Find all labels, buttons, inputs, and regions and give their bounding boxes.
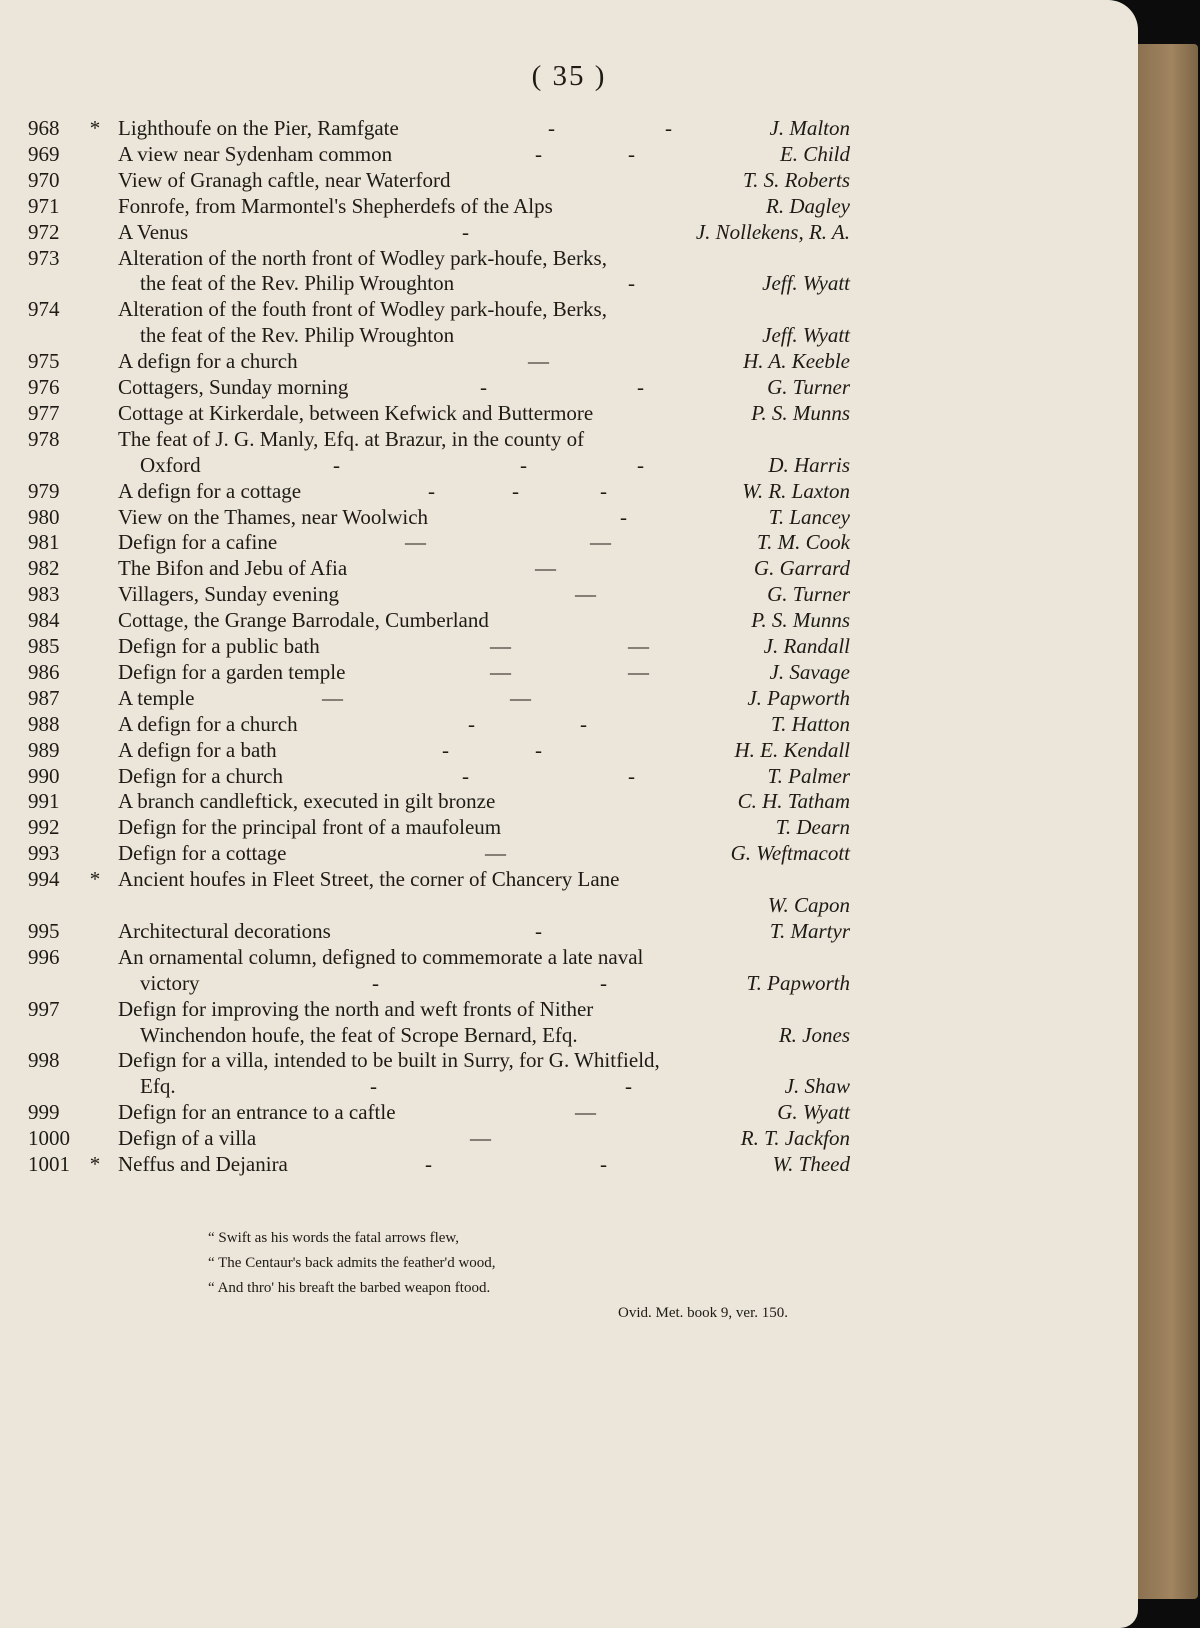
catalogue-entry-line	[0, 348, 1138, 374]
catalogue-entry-line	[0, 685, 1138, 711]
leader-dash: -	[333, 452, 340, 477]
entry-number: 987	[28, 685, 60, 710]
leader-dash: -	[480, 375, 487, 399]
asterisk-mark: *	[89, 867, 101, 892]
leader-dash: -	[468, 711, 475, 736]
entry-title: Neffus and Dejanira	[118, 1152, 288, 1176]
entry-title: A Venus	[118, 219, 189, 244]
leader-dash: —	[628, 659, 649, 684]
artist-name: P. S. Munns	[751, 608, 850, 633]
leader-dash: -	[442, 737, 449, 762]
leader-dash: -	[600, 970, 607, 995]
entry-number: 976	[28, 375, 60, 399]
entry-number: 980	[28, 504, 60, 529]
catalogue-entry-line	[0, 659, 1138, 685]
catalogue-entry-line	[0, 1151, 1138, 1177]
leader-dash: —	[535, 556, 556, 581]
page-number: ( 35 )	[531, 60, 607, 92]
entry-title: Defign for a garden temple	[118, 659, 346, 684]
entry-number: 983	[28, 582, 60, 607]
entry-number: 975	[28, 349, 60, 374]
entry-number: 989	[28, 737, 60, 762]
entry-title: A defign for a cottage	[118, 478, 302, 503]
artist-name: J. Malton	[769, 116, 850, 140]
entry-title: The Bifon and Jebu of Afia	[118, 556, 348, 581]
entry-number: 993	[28, 841, 60, 866]
entry-title: An ornamental column, defigned to commemorate a late naval	[118, 944, 644, 969]
catalogue-entry-line	[0, 996, 1138, 1022]
entry-title: The feat of J. G. Manly, Efq. at Brazur, in the county of	[118, 426, 585, 451]
leader-dash: —	[575, 582, 596, 607]
leader-dash: -	[462, 219, 469, 244]
quote-line: “ The Centaur's back admits the feather'd wood,	[208, 1255, 496, 1271]
catalogue-entry-line	[0, 763, 1138, 789]
catalogue-entry-line	[0, 788, 1138, 814]
entry-title: A defign for a bath	[118, 737, 277, 762]
catalogue-entry-line	[0, 840, 1138, 866]
catalogue-entry-line	[0, 270, 1138, 296]
leader-dash: -	[637, 452, 644, 477]
artist-name: T. Lancey	[768, 504, 850, 529]
catalogue-entry-line	[0, 581, 1138, 607]
leader-dash: —	[528, 349, 549, 374]
entry-title: the feat of the Rev. Philip Wroughton	[140, 323, 455, 348]
entry-number: 968	[28, 116, 60, 140]
entry-number: 996	[28, 944, 60, 969]
catalogue-entry-line	[0, 374, 1138, 400]
entry-number: 999	[28, 1100, 60, 1125]
leader-dash: —	[628, 634, 649, 658]
entry-number: 998	[28, 1048, 60, 1073]
catalogue-entry-line	[0, 633, 1138, 659]
artist-name: T. Palmer	[767, 763, 850, 788]
artist-name: T. Hatton	[771, 711, 850, 736]
catalogue-entry-line	[0, 607, 1138, 633]
leader-dash: -	[548, 116, 555, 140]
artist-name: G. Wyatt	[777, 1100, 850, 1125]
artist-name: R. T. Jackfon	[740, 1126, 850, 1151]
leader-dash: -	[462, 763, 469, 788]
catalogue-entry-line	[0, 892, 1138, 918]
quote-line: “ Swift as his words the fatal arrows flew,	[208, 1230, 460, 1246]
artist-name: J. Shaw	[784, 1074, 850, 1099]
entry-title: Defign for a public bath	[118, 634, 320, 658]
artist-name: W. Capon	[767, 893, 850, 917]
entry-title: A view near Sydenham common	[118, 141, 393, 166]
catalogue-entry-line	[0, 400, 1138, 426]
entry-title: Lighthoufe on the Pier, Ramfgate	[118, 116, 399, 140]
leader-dash: -	[370, 1074, 377, 1099]
artist-name: W. R. Laxton	[742, 478, 850, 503]
artist-name: T. Papworth	[746, 970, 850, 995]
entry-number: 991	[28, 789, 60, 814]
catalogue-entry-line	[0, 866, 1138, 892]
artist-name: T. S. Roberts	[743, 167, 850, 192]
leader-dash: -	[535, 737, 542, 762]
entry-number: 973	[28, 245, 60, 270]
artist-name: T. Martyr	[769, 918, 850, 943]
leader-dash: -	[520, 452, 527, 477]
entry-number: 986	[28, 659, 60, 684]
entry-title: A defign for a church	[118, 349, 298, 374]
entry-number: 984	[28, 608, 60, 633]
entry-title: victory	[140, 970, 200, 995]
entry-number: 979	[28, 478, 60, 503]
entry-title: Defign for the principal front of a maufoleum	[118, 815, 502, 840]
leader-dash: -	[665, 116, 672, 140]
entry-number: 994	[28, 867, 60, 892]
entry-title: Defign for an entrance to a caftle	[118, 1100, 396, 1125]
catalogue-entry-line	[0, 452, 1138, 478]
entry-number: 992	[28, 815, 60, 840]
entry-title: Ancient houfes in Fleet Street, the corner of Chancery Lane	[118, 867, 620, 892]
catalogue-entry-line	[0, 918, 1138, 944]
artist-name: W. Theed	[772, 1152, 850, 1176]
entry-title: Alteration of the fouth front of Wodley park-houfe, Berks,	[118, 297, 607, 322]
catalogue-entry-line	[0, 167, 1138, 193]
artist-name: H. A. Keeble	[743, 349, 850, 374]
artist-name: G. Weftmacott	[730, 841, 850, 866]
leader-dash: -	[637, 375, 644, 399]
leader-dash: —	[575, 1100, 596, 1125]
catalogue-entry-line	[0, 245, 1138, 271]
entry-title: Cottagers, Sunday morning	[118, 375, 349, 399]
artist-name: H. E. Kendall	[734, 737, 850, 762]
entry-title: Oxford	[140, 452, 201, 477]
catalogue-entry-line	[0, 478, 1138, 504]
entry-title: A branch candleftick, executed in gilt bronze	[118, 789, 496, 814]
catalogue-entry-line	[0, 970, 1138, 996]
entry-title: the feat of the Rev. Philip Wroughton	[140, 271, 455, 296]
entry-number: 969	[28, 141, 60, 166]
catalogue-entry-line	[0, 814, 1138, 840]
leader-dash: -	[600, 478, 607, 503]
catalogue-entry-line	[0, 1022, 1138, 1048]
catalogue-entry-line	[0, 737, 1138, 763]
catalogue-entry-line	[0, 219, 1138, 245]
entry-number: 981	[28, 530, 60, 555]
artist-name: R. Jones	[778, 1022, 850, 1047]
entry-title: Defign for a church	[118, 763, 284, 788]
artist-name: P. S. Munns	[751, 400, 850, 425]
entry-title: A defign for a church	[118, 711, 298, 736]
quote-source: Ovid. Met. book 9, ver. 150.	[618, 1305, 788, 1321]
artist-name: E. Child	[779, 141, 850, 166]
entry-title: Defign for improving the north and weft fronts of Nither	[118, 996, 594, 1021]
artist-name: G. Garrard	[753, 556, 850, 581]
artist-name: G. Turner	[767, 582, 850, 607]
asterisk-mark: *	[89, 116, 101, 140]
entry-number: 982	[28, 556, 60, 581]
entry-title: View of Granagh caftle, near Waterford	[118, 167, 451, 192]
catalogue-entry-line	[0, 555, 1138, 581]
catalogue-entry-line	[0, 944, 1138, 970]
entry-number: 978	[28, 426, 60, 451]
artist-name: T. Dearn	[775, 815, 850, 840]
leader-dash: —	[485, 841, 506, 866]
leader-dash: -	[428, 478, 435, 503]
entry-number: 990	[28, 763, 60, 788]
entry-number: 1001	[28, 1152, 70, 1176]
entry-title: A temple	[118, 685, 195, 710]
entry-number: 970	[28, 167, 60, 192]
quote-line: “ And thro' his breaft the barbed weapon ftood.	[208, 1280, 491, 1296]
entry-title: Efq.	[140, 1074, 176, 1099]
entry-number: 997	[28, 996, 60, 1021]
catalogue-entry-line	[0, 1073, 1138, 1099]
asterisk-mark: *	[89, 1152, 101, 1176]
catalogue-entry-line	[0, 529, 1138, 555]
artist-name: J. Papworth	[747, 685, 850, 710]
artist-name: J. Randall	[763, 634, 850, 658]
artist-name: J. Nollekens, R. A.	[695, 219, 850, 244]
leader-dash: -	[580, 711, 587, 736]
entry-title: View on the Thames, near Woolwich	[118, 504, 429, 529]
catalogue-entry-line	[0, 1047, 1138, 1073]
artist-name: T. M. Cook	[757, 530, 850, 555]
leader-dash: -	[620, 504, 627, 529]
leader-dash: -	[628, 271, 635, 296]
entry-number: 974	[28, 297, 60, 322]
leader-dash: —	[490, 634, 511, 658]
leader-dash: —	[322, 685, 343, 710]
catalogue-entry-line	[0, 504, 1138, 530]
entry-title: Cottage, the Grange Barrodale, Cumberland	[118, 608, 489, 633]
artist-name: G. Turner	[767, 375, 850, 399]
artist-name: C. H. Tatham	[737, 789, 850, 814]
entry-title: Defign of a villa	[118, 1126, 257, 1151]
entry-title: Fonrofe, from Marmontel's Shepherdefs of the Alps	[118, 193, 553, 218]
entry-title: Architectural decorations	[118, 918, 331, 943]
artist-name: D. Harris	[768, 452, 850, 477]
leader-dash: -	[628, 141, 635, 166]
entry-number: 985	[28, 634, 60, 658]
leader-dash: -	[512, 478, 519, 503]
entry-title: Alteration of the north front of Wodley park-houfe, Berks,	[118, 245, 607, 270]
entry-number: 995	[28, 918, 60, 943]
leader-dash: -	[625, 1074, 632, 1099]
entry-number: 977	[28, 400, 60, 425]
catalogue-entry-line	[0, 426, 1138, 452]
artist-name: Jeff. Wyatt	[762, 271, 850, 296]
entry-number: 1000	[28, 1126, 70, 1151]
entry-title: Defign for a cottage	[118, 841, 287, 866]
catalogue-entry-line	[0, 193, 1138, 219]
catalogue-entry-line	[0, 141, 1138, 167]
leader-dash: —	[490, 659, 511, 684]
entry-title: Winchendon houfe, the feat of Scrope Bernard, Efq.	[140, 1022, 578, 1047]
entry-title: Cottage at Kirkerdale, between Kefwick and Buttermore	[118, 400, 594, 425]
catalogue-entry-line	[0, 296, 1138, 322]
leader-dash: -	[600, 1152, 607, 1176]
catalogue-entry-line	[0, 1099, 1138, 1125]
leader-dash: -	[372, 970, 379, 995]
leader-dash: -	[425, 1152, 432, 1176]
entry-number: 988	[28, 711, 60, 736]
entry-number: 972	[28, 219, 60, 244]
entry-title: Villagers, Sunday evening	[118, 582, 339, 607]
catalogue-entry-line	[0, 322, 1138, 348]
entry-number: 971	[28, 193, 60, 218]
leader-dash: -	[535, 141, 542, 166]
leader-dash: —	[590, 530, 611, 555]
leader-dash: —	[470, 1126, 491, 1151]
leader-dash: -	[628, 763, 635, 788]
entry-title: Defign for a villa, intended to be built in Surry, for G. Whitfield,	[118, 1048, 660, 1073]
catalogue-entry-line	[0, 1125, 1138, 1151]
artist-name: J. Savage	[769, 659, 850, 684]
leader-dash: —	[510, 685, 531, 710]
catalogue-entry-line	[0, 711, 1138, 737]
artist-name: Jeff. Wyatt	[762, 323, 850, 348]
leader-dash: -	[535, 918, 542, 943]
catalogue-entry-line	[0, 115, 1138, 141]
leader-dash: —	[405, 530, 426, 555]
entry-title: Defign for a cafine	[118, 530, 278, 555]
artist-name: R. Dagley	[766, 193, 850, 218]
